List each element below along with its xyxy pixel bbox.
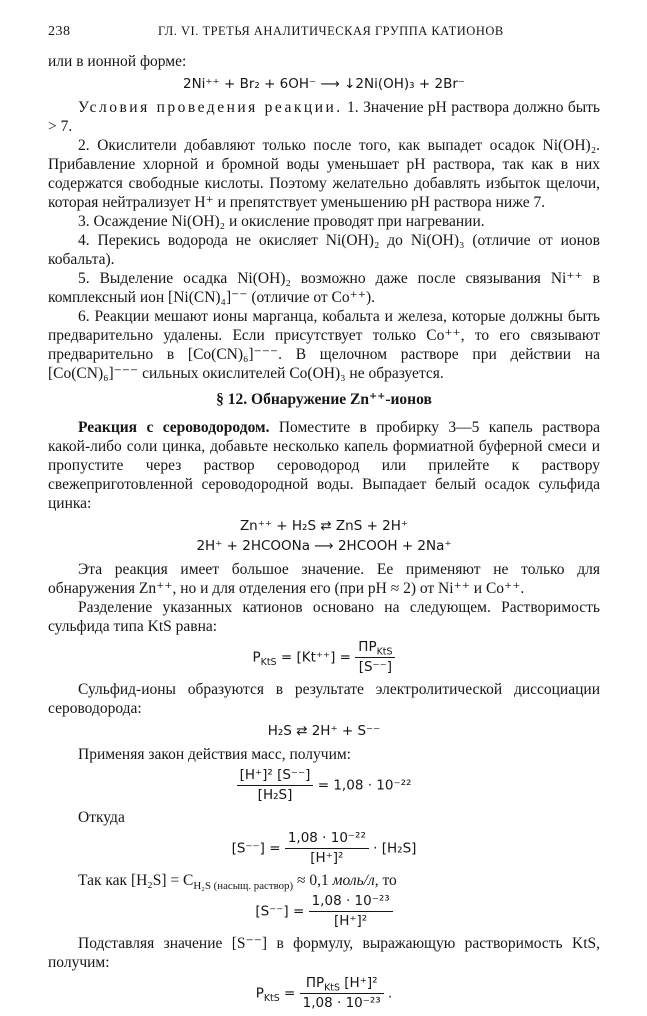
eq8-denominator: [H⁺]² [334,913,368,929]
eq6-numerator: [H⁺]² [S⁻⁻] [237,767,314,786]
eq9-lhs: P [255,985,264,1002]
condition-4: 4. Перекись водорода не окисляет Ni(OH)₂ до Ni(OH)₃ (отличие от ионов кобальта). [48,232,600,268]
equation-formate-buffer: 2H⁺ + 2HCOONa ⟶ 2HCOOH + 2Na⁺ [196,538,452,554]
since-sub: H₂S (насыщ. раствор) [193,880,294,893]
eq7-numerator: 1,08 · 10⁻²² [285,830,369,849]
since-unit: моль/л [332,872,375,889]
eq4-num-sub: KtS [376,646,393,658]
eq9-lhs-sub: KtS [263,993,280,1005]
eq9-fraction [300,975,384,1012]
eq9-tail: . [383,985,393,1002]
equation-solubility-final [48,975,600,1012]
equation-sulfide-conc [48,830,600,867]
reaction-heading: Реакция с сероводородом. [78,419,270,436]
eq7-rhs: · [H₂S] [368,840,417,857]
importance-paragraph: Эта реакция имеет большое значение. Ее применяют не только для обнаружения Zn⁺⁺, но и для отделения его (при pH ≈ 2) от Ni⁺⁺ и Co⁺⁺. [48,561,600,597]
eq9-num-a: ПР [305,975,325,991]
equation-solubility [48,639,600,676]
eq6-denominator: [H₂S] [257,787,293,803]
page-header [48,22,600,42]
eq4-lhs-sub: KtS [260,657,277,669]
reaction-text: Поместите в пробирку 3—5 капель раствора какой-либо соли цинка, добавьте несколько капель формиатной буферной смеси и пропустите через раствор сероводород или прилейте к раствору свежеприготовленной сероводородной воды. Выпадает белый осадок сульфида цинка: [48,419,600,512]
eq4-lhs: P [252,649,261,666]
equation-h2s-dissociation: H₂S ⇄ 2H⁺ + S⁻⁻ [267,723,381,739]
mass-action-paragraph: Применяя закон действия масс, получим: [78,746,351,763]
eq7-lhs: [S⁻⁻] = [231,840,285,857]
condition-1-text: 1. Значение pH раствора должно быть > 7. [48,99,600,135]
eq4-fraction [355,639,395,676]
eq8-numerator: 1,08 · 10⁻²³ [309,893,393,912]
eq8-fraction [309,893,393,930]
eq9-mid: = [279,985,300,1002]
running-title: ГЛ. VI. ТРЕТЬЯ АНАЛИТИЧЕСКАЯ ГРУППА КАТИОНОВ [158,24,504,38]
conditions-heading: Условия проведения реакции. [78,99,343,116]
eq7-denominator: [H⁺]² [310,850,344,866]
eq9-num-b: [H⁺]² [340,975,378,991]
equation-nickel-oxidation: 2Ni⁺⁺ + Br₂ + 6OH⁻ ⟶ ↓2Ni(OH)₃ + 2Br⁻ [182,76,466,92]
condition-6: 6. Реакции мешают ионы марганца, кобальта и железа, которые должны быть предварительно удалены. Если присутствует только Co⁺⁺, то его связывают предварительно в [Co(CN)₆]⁻⁻⁻. В щелочном растворе при действии на [Co(CN)₆]⁻⁻⁻ сильных окислителей Co(OH)₃ не образуется. [48,308,600,382]
since-paragraph [48,871,600,893]
separation-paragraph: Разделение указанных катионов основано на следующем. Растворимость сульфида типа KtS равна: [48,599,600,635]
eq4-num-text: ПР [358,639,377,655]
whence-word: Откуда [78,809,125,826]
eq6-fraction [237,767,314,804]
condition-3: 3. Осаждение Ni(OH)₂ и окисление проводят при нагревании. [78,213,485,230]
since-text-a: Так как [H₂S] = C [78,872,194,889]
eq4-denominator: [S⁻⁻] [358,659,393,675]
conditions-paragraph-1 [48,98,600,136]
eq9-denominator: 1,08 · 10⁻²³ [302,995,381,1011]
equation-mass-action [48,767,600,804]
eq4-mid: = [Kt⁺⁺] = [276,649,356,666]
eq9-numerator [300,975,384,994]
since-text-c: , то [374,872,397,889]
reaction-paragraph [48,418,600,513]
intro-line: или в ионной форме: [48,53,187,70]
eq7-fraction [285,830,369,867]
condition-5: 5. Выделение осадка Ni(OH)₂ возможно даже после связывания Ni⁺⁺ в комплексный ион [Ni(CN)₄]⁻⁻ (отличие от Co⁺⁺). [48,270,600,306]
section-title: § 12. Обнаружение Zn⁺⁺-ионов [216,391,432,408]
eq9-num-sub: KtS [324,982,340,994]
page-number: 238 [48,24,71,39]
condition-2: 2. Окислители добавляют только после того, как выпадет осадок Ni(OH)₂. Прибавление хлорной и бромной воды уменьшает pH раствора, так как в них содержатся свободные кислоты. Поэтому желательно добавлять избыток щелочи, которая нейтрализует H⁺ и препятствует уменьшению pH раствора ниже 7. [48,137,600,211]
book-page [48,22,600,1016]
substitution-paragraph: Подставляя значение [S⁻⁻] в формулу, выражающую растворимость KtS, получим: [48,935,600,971]
eq8-lhs: [S⁻⁻] = [255,903,309,920]
since-text-b: ≈ 0,1 [293,872,333,889]
equation-zinc-sulfide: Zn⁺⁺ + H₂S ⇄ ZnS + 2H⁺ [239,518,409,534]
sulfide-paragraph: Сульфид-ионы образуются в результате электролитической диссоциации сероводорода: [48,681,600,717]
eq6-rhs: = 1,08 · 10⁻²² [313,777,412,794]
equation-sulfide-final [48,893,600,930]
eq4-numerator [355,639,395,658]
